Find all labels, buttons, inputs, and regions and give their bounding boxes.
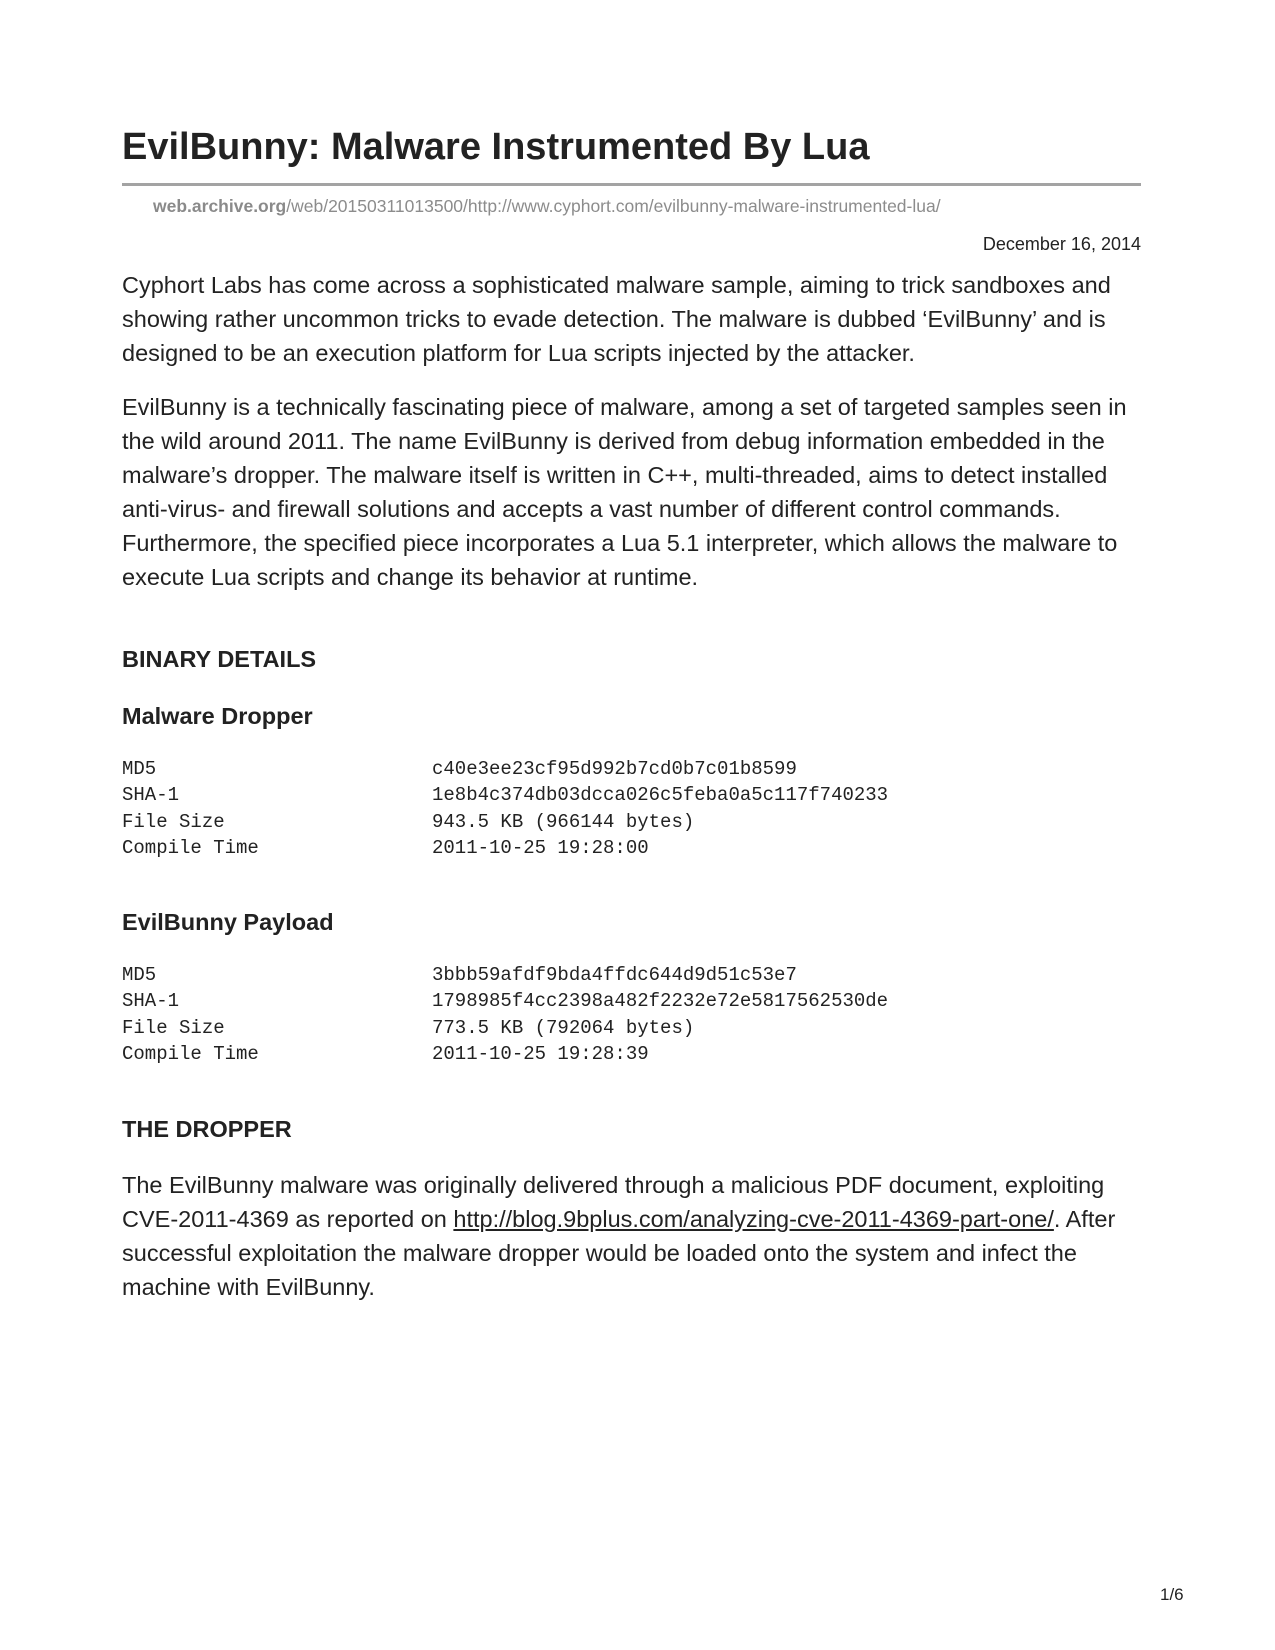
table-row [122, 782, 1141, 808]
detail-value: 773.5 KB (792064 bytes) [432, 1016, 695, 1039]
table-row [122, 835, 1141, 861]
source-url[interactable] [153, 196, 941, 217]
dropper-paragraph [122, 1168, 1141, 1304]
dropper-paragraph-text: The EvilBunny malware was originally delivered through a malicious PDF document, exploiting CVE-2011-4369 as reported on [122, 1172, 1105, 1232]
intro-paragraph: Cyphort Labs has come across a sophisticated malware sample, aiming to trick sandboxes and showing rather uncommon tricks to evade detection. The malware is dubbed ‘EvilBunny’ and is designed to be an execution platform for Lua scripts injected by the attacker. [122, 272, 1111, 366]
table-row [122, 1015, 1141, 1041]
detail-value: 2011-10-25 19:28:39 [432, 1042, 649, 1065]
dropper-heading: Malware Dropper [122, 703, 313, 729]
title-divider [122, 183, 1141, 186]
source-url-host: web.archive.org [153, 196, 287, 216]
detail-key: File Size [122, 810, 225, 833]
table-row [122, 1041, 1141, 1067]
cve-analysis-link[interactable]: http://blog.9bplus.com/analyzing-cve-2011-4369-part-one/ [453, 1206, 1054, 1232]
detail-key: Compile Time [122, 836, 259, 859]
detail-value: 1798985f4cc2398a482f2232e72e5817562530de [432, 990, 889, 1013]
payload-details-table [122, 962, 1141, 1067]
table-row [122, 756, 1141, 782]
the-dropper-heading: THE DROPPER [122, 1116, 292, 1142]
table-row [122, 988, 1141, 1014]
detail-key: MD5 [122, 964, 157, 986]
dropper-paragraph-text-end: . After successful exploitation the malware dropper would be loaded onto the system and infect the machine with EvilBunny. [122, 1206, 1116, 1300]
payload-heading: EvilBunny Payload [122, 909, 334, 935]
page-title: EvilBunny: Malware Instrumented By Lua [122, 126, 870, 168]
detail-key: MD5 [122, 758, 157, 780]
detail-value: 943.5 KB (966144 bytes) [432, 810, 695, 833]
detail-value: 1e8b4c374db03dcca026c5feba0a5c117f740233 [432, 784, 889, 807]
detail-key: File Size [122, 1016, 225, 1039]
page-number: 1/6 [1160, 1585, 1184, 1604]
source-url-path: /web/20150311013500/http://www.cyphort.com/evilbunny-malware-instrumented-lua/ [286, 196, 941, 216]
detail-value: c40e3ee23cf95d992b7cd0b7c01b8599 [432, 758, 797, 780]
detail-value: 2011-10-25 19:28:00 [432, 836, 649, 859]
binary-details-heading: BINARY DETAILS [122, 646, 317, 672]
detail-key: Compile Time [122, 1042, 259, 1065]
detail-key: SHA-1 [122, 990, 180, 1013]
table-row [122, 809, 1141, 835]
dropper-details-table [122, 756, 1141, 861]
detail-key: SHA-1 [122, 784, 180, 807]
detail-value: 3bbb59afdf9bda4ffdc644d9d51c53e7 [432, 964, 797, 986]
second-paragraph: EvilBunny is a technically fascinating piece of malware, among a set of targeted samples seen in the wild around 2011. The name EvilBunny is derived from debug information embedded in the malware’s dropper. The malware itself is written in C++, multi-threaded, aims to detect installed anti-virus- and firewall solutions and accepts a vast number of different control commands. Furthermore, the specified piece incorporates a Lua 5.1 interpreter, which allows the malware to execute Lua scripts and change its behavior at runtime. [122, 394, 1127, 590]
publish-date: December 16, 2014 [982, 234, 1141, 254]
table-row [122, 962, 1141, 988]
